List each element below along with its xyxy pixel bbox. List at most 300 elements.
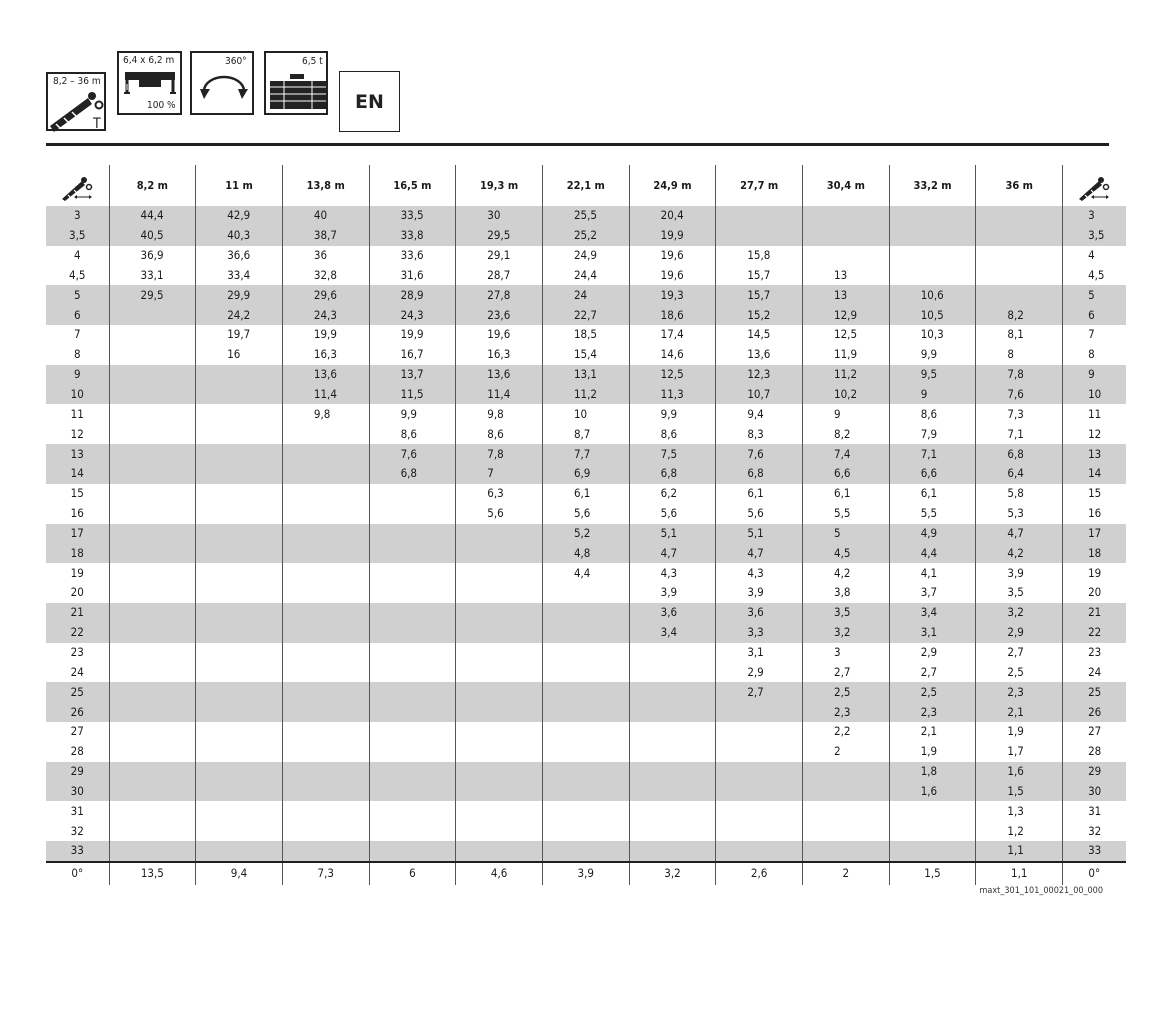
radius-cell: 22 [1063,623,1126,643]
load-value-cell [629,722,716,742]
load-value-cell: 19,9 [282,325,369,345]
load-value-cell [109,702,196,722]
load-value-cell: 19,6 [629,246,716,266]
load-value-cell: 33,6 [369,246,456,266]
load-value-cell: 17,4 [629,325,716,345]
load-value-cell: 40,3 [196,226,283,246]
load-row [46,841,1126,862]
load-value-cell: 19,7 [196,325,283,345]
radius-cell: 10 [1063,385,1126,405]
load-row [46,404,1126,424]
radius-cell: 29 [46,762,109,782]
load-value-cell [282,762,369,782]
load-value-cell [282,543,369,563]
load-value-cell: 29,6 [282,285,369,305]
load-value-cell: 29,9 [196,285,283,305]
load-value-cell [196,484,283,504]
load-value-cell: 3,9 [629,583,716,603]
load-value-cell [542,821,629,841]
load-row [46,762,1126,782]
load-value-cell [456,623,543,643]
load-value-cell: 5,6 [716,504,803,524]
slewing-label: 360° [225,56,247,67]
load-value-cell [629,702,716,722]
radius-cell: 9 [46,365,109,385]
load-value-cell [889,821,976,841]
boom-length-header: 36 m [976,165,1063,206]
load-value-cell: 9,4 [716,404,803,424]
load-value-cell: 40,5 [109,226,196,246]
load-value-cell [889,266,976,286]
load-row [46,464,1126,484]
load-value-cell: 2,1 [976,702,1063,722]
angle-value-cell: 7,3 [282,862,369,885]
load-value-cell [282,563,369,583]
load-value-cell: 14,5 [716,325,803,345]
load-value-cell: 1,7 [976,742,1063,762]
radius-cell: 16 [46,504,109,524]
load-value-cell [196,404,283,424]
load-value-cell: 2,5 [803,682,890,702]
load-value-cell: 29,5 [109,285,196,305]
load-value-cell: 28,9 [369,285,456,305]
boom-length-header: 11 m [196,165,283,206]
load-value-cell: 18,5 [542,325,629,345]
load-value-cell [369,623,456,643]
load-row [46,623,1126,643]
load-value-cell [109,762,196,782]
load-value-cell: 2,3 [889,702,976,722]
load-value-cell [282,841,369,862]
load-value-cell: 10,2 [803,385,890,405]
radius-cell: 24 [46,662,109,682]
load-value-cell [456,781,543,801]
load-value-cell: 15,7 [716,285,803,305]
radius-cell: 29 [1063,762,1126,782]
load-value-cell: 1,8 [889,762,976,782]
load-row [46,504,1126,524]
load-value-cell: 11,3 [629,385,716,405]
load-value-cell [282,444,369,464]
load-value-cell: 10,7 [716,385,803,405]
load-value-cell: 11,5 [369,385,456,405]
radius-cell: 11 [1088,406,1102,421]
load-value-cell [109,742,196,762]
radius-cell: 18 [46,543,109,563]
load-value-cell: 6,4 [976,464,1063,484]
load-value-cell [196,801,283,821]
load-value-cell [109,484,196,504]
load-value-cell: 11,4 [456,385,543,405]
load-value-cell: 9,9 [629,404,716,424]
load-row [46,325,1126,345]
load-row [46,682,1126,702]
load-value-cell: 11,2 [803,365,890,385]
radius-cell: 32 [46,821,109,841]
boom-length-header: 13,8 m [282,165,369,206]
load-value-cell [369,563,456,583]
radius-cell: 12 [1088,426,1102,441]
load-value-cell: 9,8 [456,404,543,424]
counterweight-label: 6,5 t [302,56,323,67]
load-row [46,643,1126,663]
load-value-cell: 5,3 [976,504,1063,524]
load-value-cell: 9,5 [889,365,976,385]
load-value-cell: 3,4 [889,603,976,623]
load-value-cell [196,524,283,544]
load-value-cell: 13,1 [542,365,629,385]
load-value-cell [282,583,369,603]
load-value-cell: 24,3 [282,305,369,325]
boom-length-header-row [46,165,1126,206]
load-row [46,543,1126,563]
load-value-cell [109,504,196,524]
load-value-cell: 1,6 [889,781,976,801]
load-value-cell: 13,6 [282,365,369,385]
radius-cell: 8 [1088,347,1095,362]
load-value-cell [196,662,283,682]
radius-cell: 30 [1063,781,1126,801]
load-value-cell [716,781,803,801]
load-value-cell: 13,7 [369,365,456,385]
load-row [46,702,1126,722]
load-value-cell: 7,6 [976,385,1063,405]
radius-cell: 20 [46,583,109,603]
radius-cell: 4,5 [46,266,109,286]
load-value-cell: 24,9 [542,246,629,266]
radius-cell: 4,5 [1088,267,1105,282]
load-value-cell [109,524,196,544]
load-value-cell: 40 [282,206,369,226]
load-value-cell: 4,3 [629,563,716,583]
load-value-cell: 3,3 [716,623,803,643]
load-value-cell: 2 [803,742,890,762]
boom-length-header: 19,3 m [456,165,543,206]
load-value-cell: 18,6 [629,305,716,325]
load-value-cell: 4,2 [976,543,1063,563]
radius-cell: 12 [46,424,109,444]
load-value-cell: 10,6 [889,285,976,305]
load-value-cell: 22,7 [542,305,629,325]
load-value-cell: 4,5 [803,543,890,563]
angle-value-cell: 3,9 [542,862,629,885]
radius-cell: 26 [46,702,109,722]
radius-cell: 5 [1063,285,1126,305]
load-value-cell: 20,4 [629,206,716,226]
load-value-cell [369,543,456,563]
radius-cell: 28 [1088,744,1102,759]
boom-length-header: 27,7 m [716,165,803,206]
load-value-cell: 8,6 [456,424,543,444]
load-value-cell: 5,6 [542,504,629,524]
load-value-cell [369,682,456,702]
angle-value-cell: 3,2 [629,862,716,885]
load-value-cell [282,702,369,722]
load-row [46,345,1126,365]
load-value-cell: 11,2 [542,385,629,405]
load-value-cell [196,623,283,643]
load-value-cell [196,603,283,623]
load-value-cell [542,662,629,682]
load-value-cell: 5,1 [716,524,803,544]
load-row [46,583,1126,603]
load-value-cell: 12,3 [716,365,803,385]
load-value-cell [282,781,369,801]
radius-cell: 28 [46,742,109,762]
radius-cell: 30 [46,781,109,801]
load-value-cell: 36,9 [109,246,196,266]
load-value-cell: 3,5 [976,583,1063,603]
load-value-cell [542,801,629,821]
radius-cell: 3 [46,206,109,226]
angle-label-cell: 0° [46,862,109,885]
load-value-cell [109,385,196,405]
angle-value-cell: 4,6 [456,862,543,885]
load-value-cell: 19,9 [369,325,456,345]
load-value-cell [629,682,716,702]
angle-value-cell: 2,6 [716,862,803,885]
load-value-cell: 1,6 [976,762,1063,782]
outrigger-base-label: 6,4 x 6,2 m [123,55,175,66]
load-value-cell [109,821,196,841]
boom-length-label: 8,2 – 36 m [53,76,101,87]
load-value-cell: 7,6 [716,444,803,464]
load-value-cell: 2,9 [889,643,976,663]
load-value-cell: 3,5 [803,603,890,623]
angle-value-cell: 13,5 [109,862,196,885]
load-value-cell [716,742,803,762]
load-value-cell [196,563,283,583]
load-value-cell: 5,6 [629,504,716,524]
load-value-cell: 2,7 [976,643,1063,663]
load-value-cell [369,841,456,862]
load-value-cell [109,563,196,583]
load-value-cell: 4,4 [542,563,629,583]
load-value-cell: 1,5 [976,781,1063,801]
radius-cell: 20 [1088,585,1102,600]
load-row [46,385,1126,405]
load-value-cell [976,206,1063,226]
load-value-cell [282,801,369,821]
load-value-cell: 3,4 [629,623,716,643]
load-value-cell: 13,6 [456,365,543,385]
radius-cell: 19 [1088,565,1102,580]
load-row [46,305,1126,325]
load-value-cell [716,722,803,742]
load-value-cell [282,603,369,623]
angle-value-cell: 9,4 [196,862,283,885]
load-row [46,821,1126,841]
load-value-cell: 13,6 [716,345,803,365]
boom-length-header: 30,4 m [803,165,890,206]
load-value-cell: 2,7 [716,682,803,702]
load-value-cell [716,206,803,226]
load-value-cell: 4,3 [716,563,803,583]
load-value-cell [109,722,196,742]
load-value-cell [542,841,629,862]
slewing-icon [190,51,254,115]
angle-value-cell: 1,1 [976,862,1063,885]
load-value-cell: 31,6 [369,266,456,286]
load-value-cell: 8,6 [629,424,716,444]
load-value-cell [109,841,196,862]
load-value-cell: 5 [803,524,890,544]
load-value-cell [542,623,629,643]
radius-cell: 21 [46,603,109,623]
load-value-cell: 8,2 [976,305,1063,325]
load-value-cell: 4,1 [889,563,976,583]
load-value-cell [369,702,456,722]
load-value-cell [369,583,456,603]
load-row [46,662,1126,682]
load-value-cell: 5,6 [456,504,543,524]
load-row [46,285,1126,305]
load-value-cell [976,246,1063,266]
load-value-cell: 5,5 [803,504,890,524]
load-value-cell [109,781,196,801]
radius-cell: 23 [1088,644,1102,659]
load-value-cell [369,781,456,801]
working-radius-icon [1077,171,1111,201]
load-row [46,206,1126,226]
load-value-cell: 3,9 [716,583,803,603]
load-value-cell [282,662,369,682]
load-value-cell: 38,7 [282,226,369,246]
load-value-cell [542,583,629,603]
load-value-cell: 7,5 [629,444,716,464]
radius-cell: 7 [1088,327,1095,342]
load-value-cell: 2,9 [976,623,1063,643]
load-value-cell [456,662,543,682]
load-value-cell: 24,3 [369,305,456,325]
load-value-cell [196,504,283,524]
load-value-cell [976,285,1063,305]
load-value-cell: 1,2 [976,821,1063,841]
load-value-cell: 2,7 [803,662,890,682]
load-value-cell [629,643,716,663]
load-value-cell: 6,8 [716,464,803,484]
load-value-cell: 15,8 [716,246,803,266]
load-value-cell: 28,7 [456,266,543,286]
load-value-cell [456,563,543,583]
load-value-cell: 2,7 [889,662,976,682]
load-value-cell: 33,5 [369,206,456,226]
load-value-cell [976,226,1063,246]
load-value-cell [109,404,196,424]
load-value-cell [196,841,283,862]
load-value-cell [369,643,456,663]
radius-cell: 27 [46,722,109,742]
load-row [46,781,1126,801]
radius-cell: 4 [46,246,109,266]
load-value-cell [109,543,196,563]
load-value-cell [369,801,456,821]
load-value-cell: 7 [456,464,543,484]
load-value-cell [542,702,629,722]
load-chart [46,165,1109,885]
boom-length-header: 33,2 m [889,165,976,206]
load-value-cell [542,781,629,801]
radius-cell: 13 [1063,444,1126,464]
load-value-cell: 13 [803,285,890,305]
load-value-cell [369,484,456,504]
load-value-cell [629,841,716,862]
load-value-cell: 3,9 [976,563,1063,583]
load-value-cell: 7,7 [542,444,629,464]
radius-cell: 17 [46,524,109,544]
load-value-cell [109,325,196,345]
load-row [46,524,1126,544]
load-value-cell [196,762,283,782]
load-value-cell [976,266,1063,286]
load-value-cell: 9 [803,404,890,424]
radius-cell: 17 [1063,524,1126,544]
counterweight-icon [264,51,328,115]
load-value-cell: 36,6 [196,246,283,266]
load-value-cell [196,543,283,563]
rotate-360-icon [192,53,256,117]
load-value-cell: 10,3 [889,325,976,345]
load-value-cell: 7,9 [889,424,976,444]
load-value-cell: 7,8 [456,444,543,464]
load-row [46,365,1126,385]
load-value-cell: 7,1 [889,444,976,464]
load-value-cell [282,484,369,504]
load-value-cell [369,742,456,762]
radius-cell: 8 [46,345,109,365]
load-value-cell [629,801,716,821]
radius-cell: 26 [1063,702,1126,722]
radius-cell: 18 [1063,543,1126,563]
load-value-cell [109,424,196,444]
load-value-cell: 4,9 [889,524,976,544]
load-value-cell: 9,8 [282,404,369,424]
load-value-cell: 3 [803,643,890,663]
radius-cell: 31 [1088,803,1102,818]
load-value-cell: 7,1 [976,424,1063,444]
load-value-cell: 12,9 [803,305,890,325]
load-value-cell [542,742,629,762]
radius-cell: 6 [1063,305,1126,325]
load-value-cell [282,623,369,643]
load-value-cell: 3,7 [889,583,976,603]
load-value-cell [109,444,196,464]
load-row [46,722,1126,742]
load-value-cell [889,841,976,862]
radius-header-right [1063,165,1126,206]
radius-cell: 3 [1063,206,1126,226]
load-value-cell [889,206,976,226]
load-value-cell: 44,4 [109,206,196,226]
load-value-cell: 8,6 [889,404,976,424]
load-value-cell [716,226,803,246]
load-value-cell [196,424,283,444]
load-value-cell [196,583,283,603]
load-value-cell: 4,7 [629,543,716,563]
document-reference: maxt_301_101_00021_00_000 [979,886,1103,896]
radius-cell: 14 [46,464,109,484]
load-value-cell: 9,9 [369,404,456,424]
counterweight-stack-icon [266,53,330,117]
angle-value-cell: 1,5 [889,862,976,885]
load-value-cell [716,821,803,841]
header-rule [46,143,1109,146]
load-value-cell: 16 [196,345,283,365]
load-value-cell: 11,4 [282,385,369,405]
load-value-cell: 42,9 [196,206,283,226]
load-value-cell [456,682,543,702]
load-value-cell [803,762,890,782]
